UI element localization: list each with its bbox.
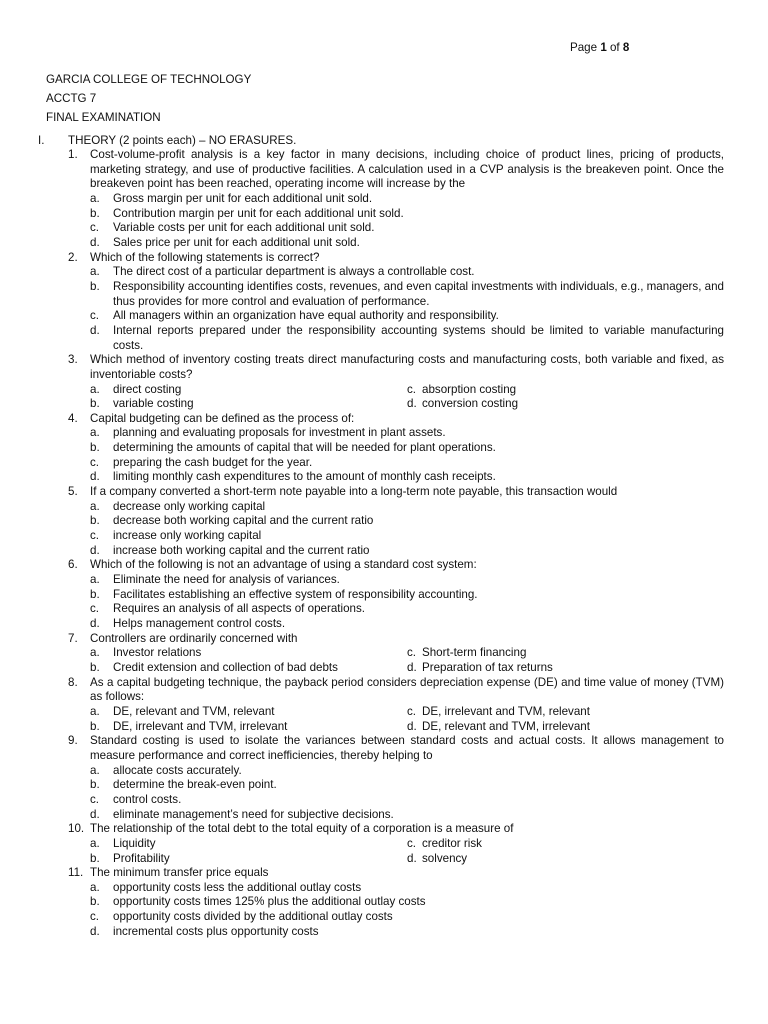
answer-option (407, 383, 707, 398)
option-letter: a. (90, 265, 100, 279)
answer-option (90, 852, 407, 867)
course-code: ACCTG 7 (46, 92, 97, 105)
answer-options (90, 837, 724, 866)
option-letter: c. (90, 309, 100, 323)
option-letter: a. (90, 426, 100, 440)
answer-option (90, 397, 407, 412)
question-number: 8. (68, 675, 78, 689)
question-stem: Capital budgeting can be defined as the process of: (90, 411, 355, 425)
option-text: Variable costs per unit for each additional unit sold. (113, 221, 375, 235)
option-text: Responsibility accounting identifies costs, revenues, and even capital investments with individuals, e.g., managers, and thus provides for more control and evaluation of performance. (113, 279, 724, 308)
page-number (570, 41, 629, 55)
question-8 (38, 676, 724, 735)
option-letter: c. (90, 792, 100, 806)
option-letter: a. (90, 573, 100, 587)
question-stem: The relationship of the total debt to the total equity of a corporation is a measure of (90, 822, 514, 836)
option-letter: a. (90, 836, 100, 850)
answer-option (407, 720, 707, 735)
question-list (38, 148, 724, 939)
answer-option (90, 441, 724, 456)
exam-title: FINAL EXAMINATION (46, 111, 161, 124)
option-letter: c. (407, 382, 417, 396)
answer-option (90, 456, 724, 471)
option-text: absorption costing (422, 382, 517, 396)
question-stem: Which of the following statements is correct? (90, 250, 320, 264)
question-stem: Which method of inventory costing treats direct manufacturing costs and manufacturing costs, both variable and fixed, as inventoriable costs? (90, 353, 724, 381)
option-letter: d. (90, 235, 100, 249)
question-stem: Controllers are ordinarily concerned with (90, 631, 298, 645)
option-text: Internal reports prepared under the responsibility accounting systems should be limited to variable manufacturing costs. (113, 323, 724, 352)
option-letter: b. (90, 851, 100, 865)
question-stem: Cost-volume-profit analysis is a key factor in many decisions, including choice of product lines, pricing of products, marketing strategy, and use of productive facilities. A calculation used in a CVP analysis is the breakeven point. Once the breakeven point has been reached, operating income will increase by the (90, 148, 724, 191)
option-text: Requires an analysis of all aspects of operations. (113, 602, 365, 616)
answer-option (90, 500, 724, 515)
question-number: 4. (68, 411, 78, 425)
option-letter: b. (90, 397, 100, 411)
option-text: incremental costs plus opportunity costs (113, 924, 319, 938)
option-text: variable costing (113, 397, 194, 411)
answer-option (90, 529, 724, 544)
option-letter: d. (90, 323, 100, 337)
option-letter: c. (90, 529, 100, 543)
option-text: preparing the cash budget for the year. (113, 455, 313, 469)
option-text: Helps management control costs. (113, 617, 286, 630)
answer-option (90, 705, 407, 720)
page-current: 1 (600, 41, 607, 54)
school-name: GARCIA COLLEGE OF TECHNOLOGY (46, 73, 252, 86)
option-text: eliminate management’s need for subjective decisions. (113, 807, 394, 821)
option-text: determining the amounts of capital that will be needed for plant operations. (113, 441, 496, 455)
answer-option (90, 573, 724, 588)
option-text: opportunity costs less the additional outlay costs (113, 880, 362, 894)
option-letter: c. (407, 704, 417, 718)
option-text: Sales price per unit for each additional unit sold. (113, 235, 360, 249)
option-text: decrease only working capital (113, 499, 266, 513)
option-text: decrease both working capital and the current ratio (113, 514, 374, 528)
question-6 (38, 558, 724, 631)
option-text: All managers within an organization have equal authority and responsibility. (113, 309, 499, 323)
answer-option (407, 705, 707, 720)
answer-option (90, 426, 724, 441)
answer-option (90, 602, 724, 617)
answer-option (90, 383, 407, 398)
option-letter: d. (407, 660, 417, 674)
answer-option (90, 793, 724, 808)
option-text: control costs. (113, 792, 182, 806)
answer-option (90, 646, 407, 661)
theory-section (38, 133, 724, 939)
option-text: DE, irrelevant and TVM, irrelevant (113, 719, 288, 733)
answer-option (90, 617, 724, 632)
option-text: opportunity costs times 125% plus the additional outlay costs (113, 895, 426, 909)
option-letter: d. (90, 924, 100, 938)
answer-option (90, 514, 724, 529)
answer-option (90, 192, 724, 207)
option-text: DE, irrelevant and TVM, relevant (422, 704, 590, 718)
option-letter: b. (90, 514, 100, 528)
section-number: I. (38, 134, 45, 147)
answer-option (90, 764, 724, 779)
option-text: The direct cost of a particular department is always a controllable cost. (113, 265, 475, 279)
option-letter: b. (90, 778, 100, 792)
answer-option (407, 661, 707, 676)
option-letter: a. (90, 763, 100, 777)
question-number: 5. (68, 485, 78, 499)
exam-header (46, 70, 251, 127)
answer-option (90, 778, 724, 793)
answer-option (407, 646, 707, 661)
question-number: 1. (68, 148, 78, 161)
answer-option (90, 910, 724, 925)
option-text: increase both working capital and the current ratio (113, 543, 370, 557)
option-text: conversion costing (422, 397, 519, 411)
option-text: limiting monthly cash expenditures to the amount of monthly cash receipts. (113, 470, 496, 484)
option-text: Short-term financing (422, 646, 527, 660)
answer-option (90, 925, 724, 940)
option-letter: b. (90, 441, 100, 455)
answer-option (90, 324, 724, 353)
question-stem: The minimum transfer price equals (90, 866, 269, 880)
question-3 (38, 353, 724, 412)
page-total: 8 (622, 41, 630, 54)
option-text: DE, relevant and TVM, irrelevant (422, 719, 590, 733)
option-letter: c. (90, 602, 100, 616)
answer-option (90, 837, 407, 852)
question-number: 7. (68, 631, 78, 645)
option-letter: a. (90, 191, 100, 205)
option-letter: a. (90, 382, 100, 396)
option-text: allocate costs accurately. (113, 763, 242, 777)
answer-option (407, 837, 707, 852)
option-text: determine the break-even point. (113, 778, 277, 792)
answer-options (90, 265, 724, 353)
option-letter: d. (90, 470, 100, 484)
answer-options (90, 881, 724, 940)
option-letter: b. (90, 660, 100, 674)
answer-option (90, 881, 724, 896)
page-of: of (606, 41, 623, 54)
option-text: solvency (422, 851, 468, 865)
answer-option (90, 470, 724, 485)
section-title: THEORY (2 points each) – NO ERASURES. (68, 134, 297, 147)
option-text: Contribution margin per unit for each additional unit sold. (113, 206, 404, 220)
option-letter: a. (90, 646, 100, 660)
option-letter: b. (90, 719, 100, 733)
option-text: Profitability (113, 851, 170, 865)
question-number: 3. (68, 353, 78, 367)
answer-option (407, 397, 707, 412)
question-4 (38, 412, 724, 485)
answer-options (90, 705, 724, 734)
option-letter: b. (90, 587, 100, 601)
answer-option (407, 852, 707, 867)
option-text: DE, relevant and TVM, relevant (113, 704, 275, 718)
option-text: Preparation of tax returns (422, 660, 553, 674)
question-10 (38, 822, 724, 866)
option-text: Gross margin per unit for each additional unit sold. (113, 191, 373, 205)
question-number: 10. (68, 822, 85, 836)
answer-option (90, 207, 724, 222)
option-letter: c. (90, 221, 100, 235)
option-text: direct costing (113, 382, 182, 396)
answer-options (90, 426, 724, 485)
option-letter: a. (90, 880, 100, 894)
option-letter: b. (90, 895, 100, 909)
answer-options (90, 764, 724, 823)
option-text: Investor relations (113, 646, 202, 660)
question-number: 6. (68, 558, 78, 572)
answer-option (90, 720, 407, 735)
answer-option (90, 280, 724, 309)
answer-option (90, 661, 407, 676)
question-5 (38, 485, 724, 558)
answer-option (90, 236, 724, 251)
answer-options (90, 192, 724, 251)
question-9 (38, 734, 724, 822)
answer-options (90, 573, 724, 632)
answer-option (90, 895, 724, 910)
option-letter: c. (90, 910, 100, 924)
question-number: 9. (68, 734, 78, 748)
option-letter: a. (90, 704, 100, 718)
option-text: planning and evaluating proposals for investment in plant assets. (113, 426, 446, 440)
option-letter: c. (90, 455, 100, 469)
answer-option (90, 808, 724, 823)
question-stem: If a company converted a short-term note payable into a long-term note payable, this transaction would (90, 485, 618, 499)
option-text: creditor risk (422, 836, 482, 850)
option-letter: d. (407, 851, 417, 865)
question-stem: As a capital budgeting technique, the payback period considers depreciation expense (DE) and time value of money (TVM) as follows: (90, 675, 724, 704)
answer-option (90, 265, 724, 280)
page-prefix: Page (570, 41, 601, 54)
option-text: Credit extension and collection of bad debts (113, 660, 338, 674)
section-heading (38, 133, 724, 148)
option-letter: b. (90, 206, 100, 220)
question-stem: Standard costing is used to isolate the variances between standard costs and actual costs. It allows management to measure performance and correct inefficiencies, thereby helping to (90, 734, 724, 762)
question-11 (38, 866, 724, 939)
answer-options (90, 500, 724, 559)
answer-option (90, 309, 724, 324)
question-number: 11. (68, 866, 84, 880)
answer-option (90, 544, 724, 559)
option-text: opportunity costs divided by the additional outlay costs (113, 910, 393, 924)
answer-options (90, 383, 724, 412)
option-text: Eliminate the need for analysis of variances. (113, 573, 340, 587)
question-7 (38, 632, 724, 676)
option-letter: d. (90, 807, 100, 821)
option-letter: d. (90, 543, 100, 557)
option-text: Liquidity (113, 836, 156, 850)
answer-option (90, 588, 724, 603)
question-number: 2. (68, 250, 78, 264)
option-text: Facilitates establishing an effective system of responsibility accounting. (113, 587, 478, 601)
option-letter: d. (407, 719, 417, 733)
answer-option (90, 221, 724, 236)
option-letter: b. (90, 279, 100, 293)
option-letter: d. (407, 397, 417, 411)
option-letter: d. (90, 617, 100, 630)
question-1 (38, 148, 724, 251)
option-letter: c. (407, 836, 417, 850)
option-letter: a. (90, 499, 100, 513)
option-letter: c. (407, 646, 417, 660)
question-2 (38, 251, 724, 354)
answer-options (90, 646, 724, 675)
option-text: increase only working capital (113, 529, 262, 543)
question-stem: Which of the following is not an advantage of using a standard cost system: (90, 558, 477, 572)
